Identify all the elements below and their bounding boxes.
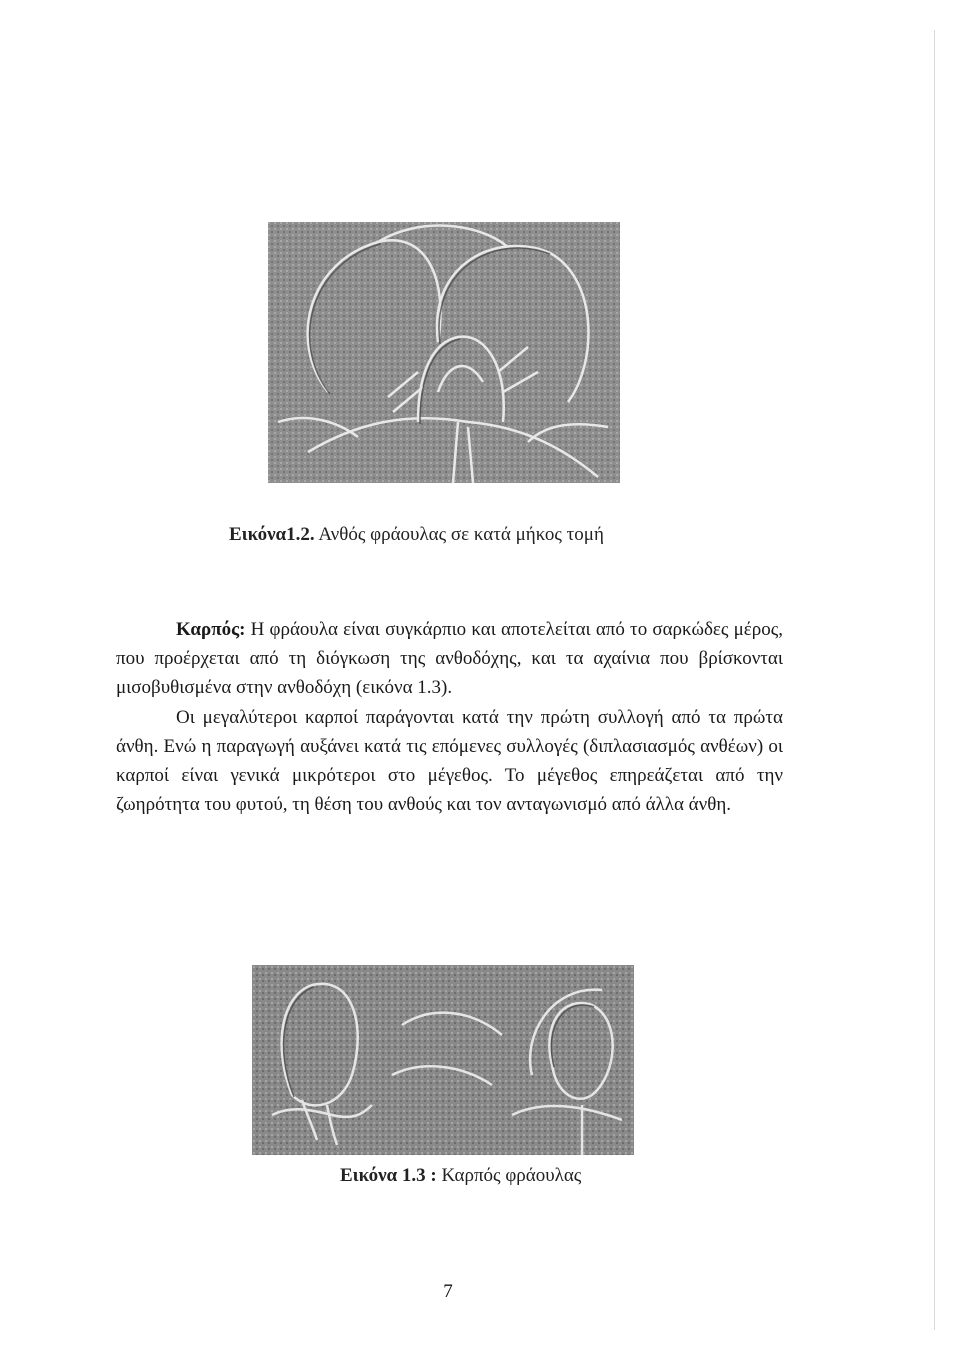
figure-caption-2	[340, 1165, 581, 1187]
page-edge-line	[934, 30, 935, 1330]
figure-caption-text-1: Ανθός φράουλας σε κατά μήκος τομή	[314, 524, 604, 545]
paragraph-fruit-size: Οι μεγαλύτεροι καρποί παράγονται κατά την πρώτη συλλογή από τα πρώτα άνθη. Ενώ η παραγωγή αυξάνει κατά τις επόμενες συλλογές (διπλασιασμός ανθέων) οι καρποί είναι γενικά μικρότεροι στο μέγεθος. Το μέγεθος επηρεάζεται από την ζωηρότητα του φυτού, τη θέση του ανθούς και τον ανταγωνισμό από άλλα άνθη.	[116, 707, 783, 815]
figure-caption-1	[229, 524, 604, 546]
flower-section-image	[268, 222, 620, 483]
figure-label-1: Εικόνα1.2.	[229, 524, 315, 545]
page-number: 7	[443, 1281, 453, 1302]
strawberry-fruit-image	[252, 965, 634, 1155]
paragraph-body-1: Η φράουλα είναι συγκάρπιο και αποτελείται από το σαρκώδες μέρος, που προέρχεται από τη διόγκωση της ανθοδόχης, και τα αχαίνια που βρίσκονται μισοβυθισμένα στην ανθοδόχη (εικόνα 1.3).	[116, 619, 783, 698]
figure-label-2: Εικόνα 1.3 :	[340, 1165, 437, 1186]
paragraph-fruit-definition	[116, 615, 783, 702]
figure-caption-text-2: Καρπός φράουλας	[436, 1165, 582, 1186]
paragraph-lead: Καρπός:	[176, 619, 246, 640]
